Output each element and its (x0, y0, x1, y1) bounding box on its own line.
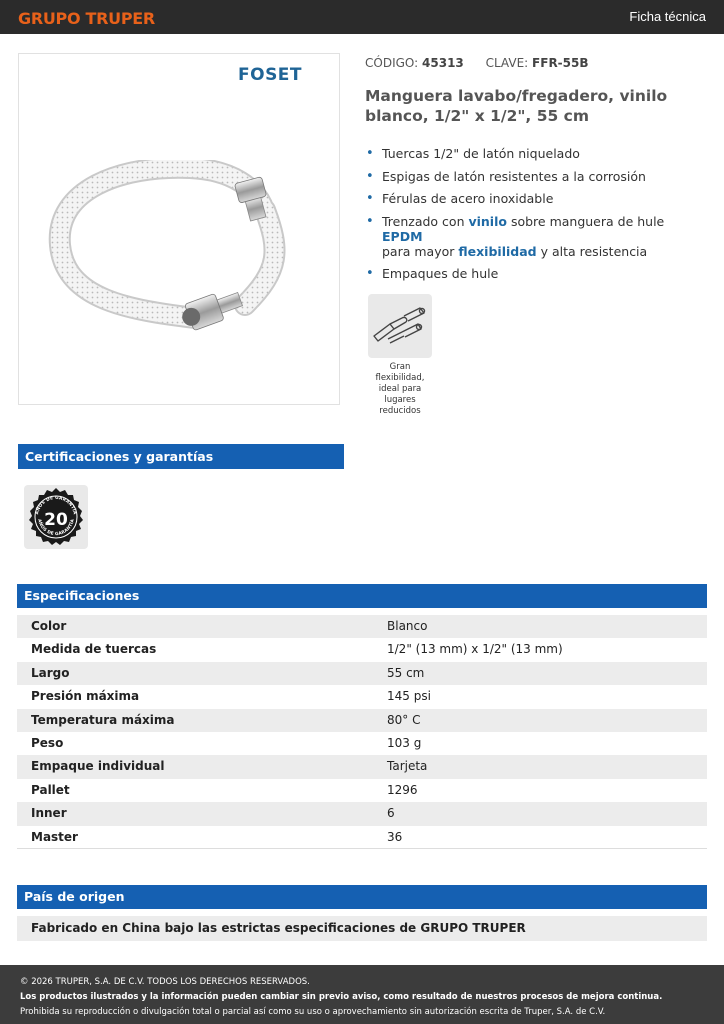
spec-value: 80° C (387, 712, 421, 727)
spec-value: Tarjeta (387, 759, 428, 774)
divider (17, 848, 707, 849)
badge-caption: Gran flexibilidad, ideal para lugares reducidos (375, 362, 425, 416)
feature-text: y alta resistencia (536, 243, 648, 259)
spec-value: 103 g (387, 735, 422, 750)
spec-key: Medida de tuercas (31, 642, 157, 657)
footer-copyright: © 2026 TRUPER, S.A. DE C.V. TODOS LOS DERECHOS RESERVADOS. (20, 977, 310, 987)
feature-text: Trenzado con (382, 213, 469, 229)
warranty-badge (24, 485, 88, 549)
spec-key: Pallet (31, 782, 70, 797)
key-label: CLAVE: (485, 56, 529, 70)
spec-key: Empaque individual (31, 759, 165, 774)
spec-key: Presión máxima (31, 689, 140, 704)
table-row (17, 662, 707, 685)
feature-item: • Espigas de latón resistentes a la corrosión (366, 169, 706, 184)
brand-logo: GRUPO TRUPER (18, 9, 155, 28)
product-key: FFR-55B (532, 56, 589, 70)
feature-item: • Férulas de acero inoxidable (366, 191, 706, 206)
table-row (17, 615, 707, 638)
code-label: CÓDIGO: (365, 56, 419, 70)
spec-value: Blanco (387, 619, 428, 633)
origin-text: Fabricado en China bajo las estrictas especificaciones de GRUPO TRUPER (17, 916, 707, 941)
spec-key: Inner (31, 806, 67, 821)
product-codes (365, 56, 589, 70)
spec-key: Temperatura máxima (31, 712, 175, 727)
feature-list (366, 146, 706, 289)
feature-item: • Empaques de hule (366, 266, 706, 281)
footer (0, 965, 724, 1024)
spec-key: Peso (31, 735, 64, 750)
feature-highlight: flexibilidad (458, 243, 537, 259)
feature-item: • Tuercas 1/2" de latón niquelado (366, 146, 706, 161)
warranty-text-top: AÑOS DE GARANTÍA (35, 495, 77, 516)
table-row (17, 709, 707, 732)
footer-legal: Prohibida su reproducción o divulgación total o parcial así como su uso o aprovechamiento sin autorización escrita de Truper, S.A. de C.V. (20, 1007, 606, 1017)
table-row (17, 802, 707, 825)
feature-highlight: EPDM (382, 228, 423, 244)
warranty-text-bottom: AÑOS DE GARANTÍA (36, 518, 76, 538)
spec-key: Color (31, 619, 67, 633)
table-row (17, 779, 707, 802)
spec-key: Master (31, 829, 78, 844)
table-row (17, 826, 707, 849)
product-title: Manguera lavabo/fregadero, vinilo blanco, 1/2" x 1/2", 55 cm (365, 87, 668, 125)
specifications-header: Especificaciones (17, 584, 707, 608)
product-code: 45313 (422, 56, 464, 70)
doc-type-label: Ficha técnica (629, 9, 706, 24)
spec-value: 1/2" (13 mm) x 1/2" (13 mm) (387, 642, 563, 657)
spec-value: 36 (387, 829, 403, 844)
top-bar (0, 0, 724, 34)
braided-hose-icon (40, 160, 320, 360)
spec-value: 6 (387, 806, 395, 821)
footer-notice: Los productos ilustrados y la información pueden cambiar sin previo aviso, como resultado de nuestros procesos de mejora continua. (20, 992, 663, 1002)
spec-value: 55 cm (387, 665, 425, 680)
flexible-hose-icon (368, 294, 432, 358)
foset-logo: FOSET (238, 65, 303, 85)
table-row (17, 638, 707, 661)
flexibility-badge (368, 294, 432, 358)
table-row (17, 732, 707, 755)
spec-value: 1296 (387, 782, 418, 797)
spec-key: Largo (31, 665, 70, 680)
feature-text: para mayor (382, 243, 459, 259)
feature-text: sobre manguera de hule (506, 213, 665, 229)
table-row (17, 755, 707, 778)
origin-header: País de origen (17, 885, 707, 909)
spec-table (17, 615, 707, 849)
feature-highlight: vinilo (468, 213, 507, 229)
warranty-seal-icon (24, 485, 88, 549)
spec-value: 145 psi (387, 689, 431, 704)
warranty-years: 20 (44, 510, 68, 530)
table-row (17, 685, 707, 708)
feature-item (366, 214, 706, 259)
certifications-header: Certificaciones y garantías (18, 444, 344, 469)
